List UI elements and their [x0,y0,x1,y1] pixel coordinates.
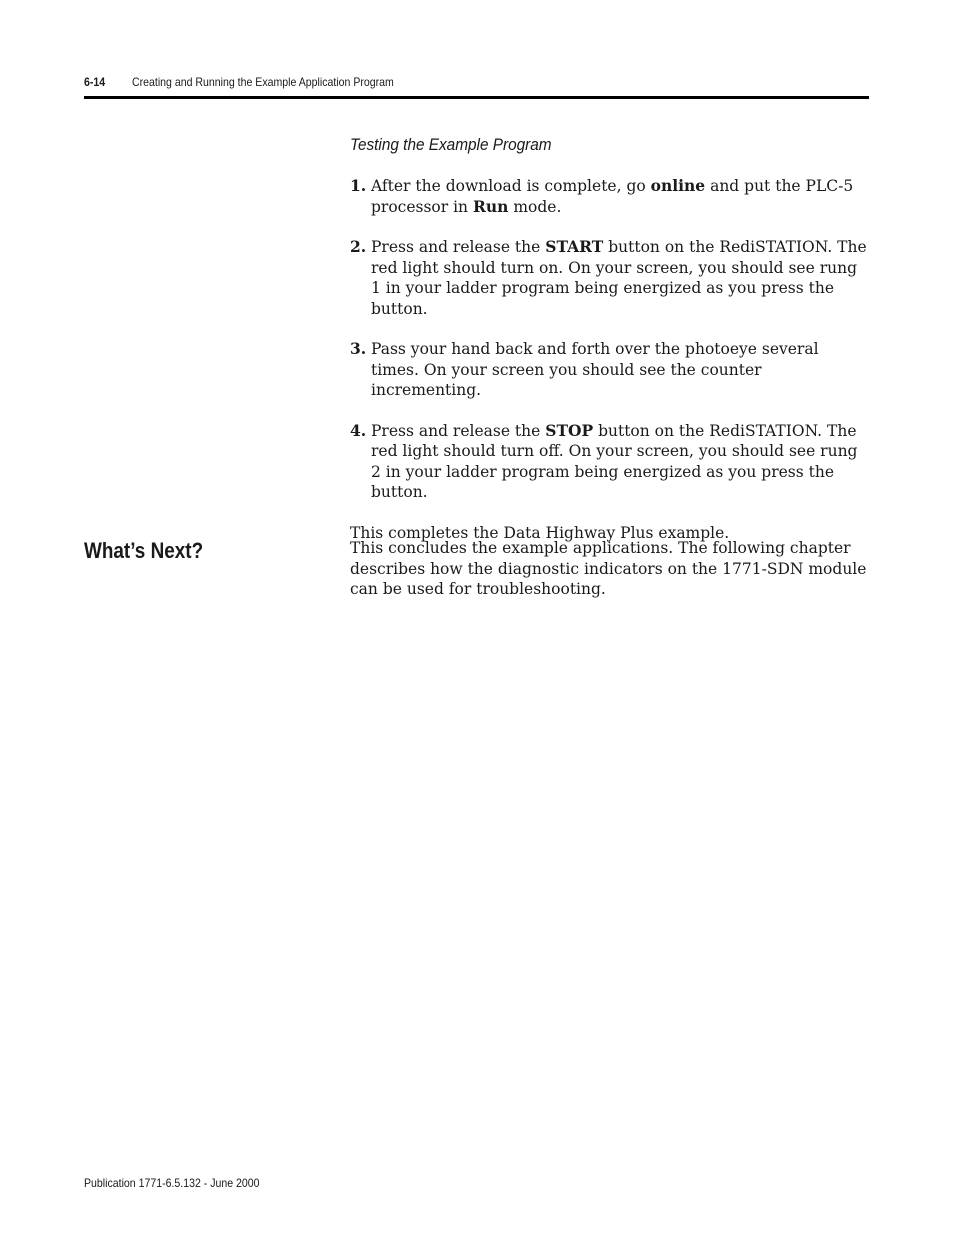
step-text: button on the RediSTATION. The red light should turn off. On your screen, you should see rung 2 in your ladder program being energized as you press the button. [371,421,858,501]
header-rule [84,96,869,99]
step-emphasis: online [650,176,706,195]
step-number: 4. [350,420,367,440]
step-item [350,176,870,217]
step-item [350,421,870,503]
step-text: Press and release the [371,238,546,256]
step-item [350,237,870,319]
step-number: 1. [350,176,367,195]
page-header [84,74,869,92]
step-text: mode. [508,197,562,216]
publication-footer: Publication 1771-6.5.132 - June 2000 [84,1176,260,1190]
step-text: Pass your hand back and forth over the photoeye several times. On your screen you should see the counter incrementing. [371,340,819,399]
page-number: 6-14 [84,75,106,89]
step-emphasis: START [545,237,604,256]
step-text: button on the RediSTATION. The red light should turn on. On your screen, you should see rung 1 in your ladder program being energized as you press the button. [371,238,867,318]
whats-next-paragraph: This concludes the example applications. The following chapter describes how the diagnostic indicators on the 1771-SDN module can be used for troubleshooting. [350,539,867,598]
step-number: 3. [350,339,367,358]
whats-next-heading: What’s Next? [84,538,204,563]
step-text: and put the PLC-5 processor in [371,177,854,216]
step-number: 2. [350,237,367,256]
closing-paragraph: This completes the Data Highway Plus example. [350,523,730,542]
step-text: Press and release the [371,421,546,440]
step-item [350,339,870,401]
step-text: After the download is complete, go [371,177,651,195]
step-emphasis: Run [472,196,509,216]
step-emphasis: STOP [545,420,594,440]
main-content [350,134,870,543]
subsection-title: Testing the Example Program [350,136,552,154]
chapter-title: Creating and Running the Example Application Program [132,75,394,89]
steps-list [350,176,870,503]
